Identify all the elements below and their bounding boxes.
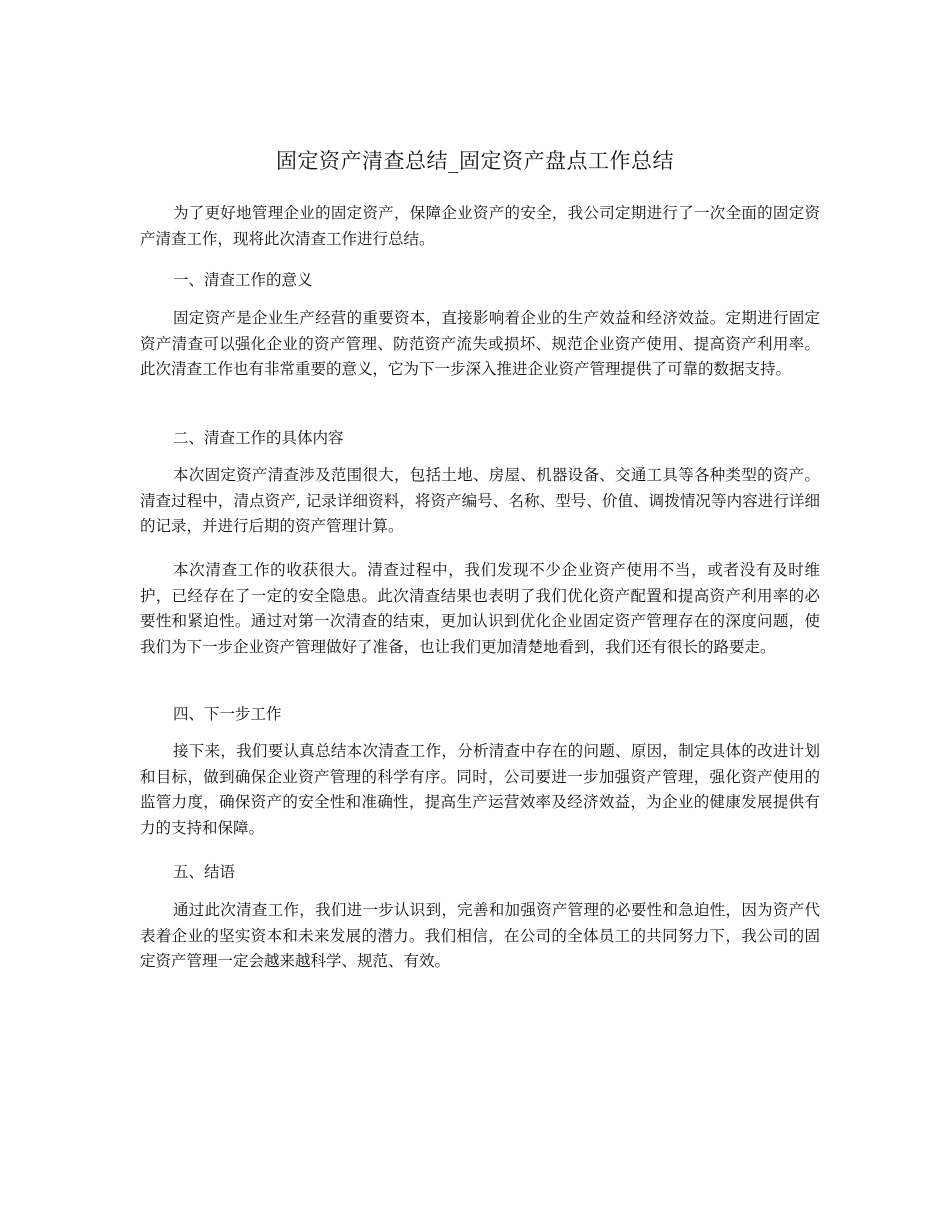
document-title: 固定资产清查总结_固定资产盘点工作总结 (276, 149, 674, 173)
intro-paragraph: 为了更好地管理企业的固定资产，保障企业资产的安全，我公司定期进行了一次全面的固定资产清查工作，现将此次清查工作进行总结。 (140, 204, 820, 248)
section-heading-significance: 一、清查工作的意义 (173, 271, 313, 289)
content-paragraph-2: 本次清查工作的收获很大。清查过程中，我们发现不少企业资产使用不当，或者没有及时维护，已经存在了一定的安全隐患。此次清查结果也表明了我们优化资产配置和提高资产利用率的必要性和紧迫性。通过对第一次清查的结束，更加认识到优化企业固定资产管理存在的深度问题，使我们为下一步企业资产管理做好了准备，也让我们更加清楚地看到，我们还有很长的路要走。 (140, 561, 820, 656)
section-heading-conclusion: 五、结语 (173, 863, 236, 881)
section-heading-content: 二、清查工作的具体内容 (173, 429, 344, 447)
section-heading-next-steps: 四、下一步工作 (173, 705, 282, 723)
significance-paragraph: 固定资产是企业生产经营的重要资本，直接影响着企业的生产效益和经济效益。定期进行固定资产清查可以强化企业的资产管理、防范资产流失或损坏、规范企业资产使用、提高资产利用率。此次清查工作也有非常重要的意义，它为下一步深入推进企业资产管理提供了可靠的数据支持。 (140, 309, 820, 378)
content-paragraph-1: 本次固定资产清查涉及范围很大，包括土地、房屋、机器设备、交通工具等各种类型的资产。清查过程中，清点资产, 记录详细资料，将资产编号、名称、型号、价值、调拨情况等内容进行详细的记录，并进行后期的资产管理计算。 (140, 466, 820, 535)
conclusion-paragraph: 通过此次清查工作，我们进一步认识到，完善和加强资产管理的必要性和急迫性，因为资产代表着企业的坚实资本和未来发展的潜力。我们相信，在公司的全体员工的共同努力下，我公司的固定资产管理一定会越来越科学、规范、有效。 (140, 901, 820, 970)
next-steps-paragraph: 接下来，我们要认真总结本次清查工作，分析清查中存在的问题、原因，制定具体的改进计划和目标，做到确保企业资产管理的科学有序。同时，公司要进一步加强资产管理，强化资产使用的监管力度，确保资产的安全性和准确性，提高生产运营效率及经济效益，为企业的健康发展提供有力的支持和保障。 (140, 742, 820, 837)
